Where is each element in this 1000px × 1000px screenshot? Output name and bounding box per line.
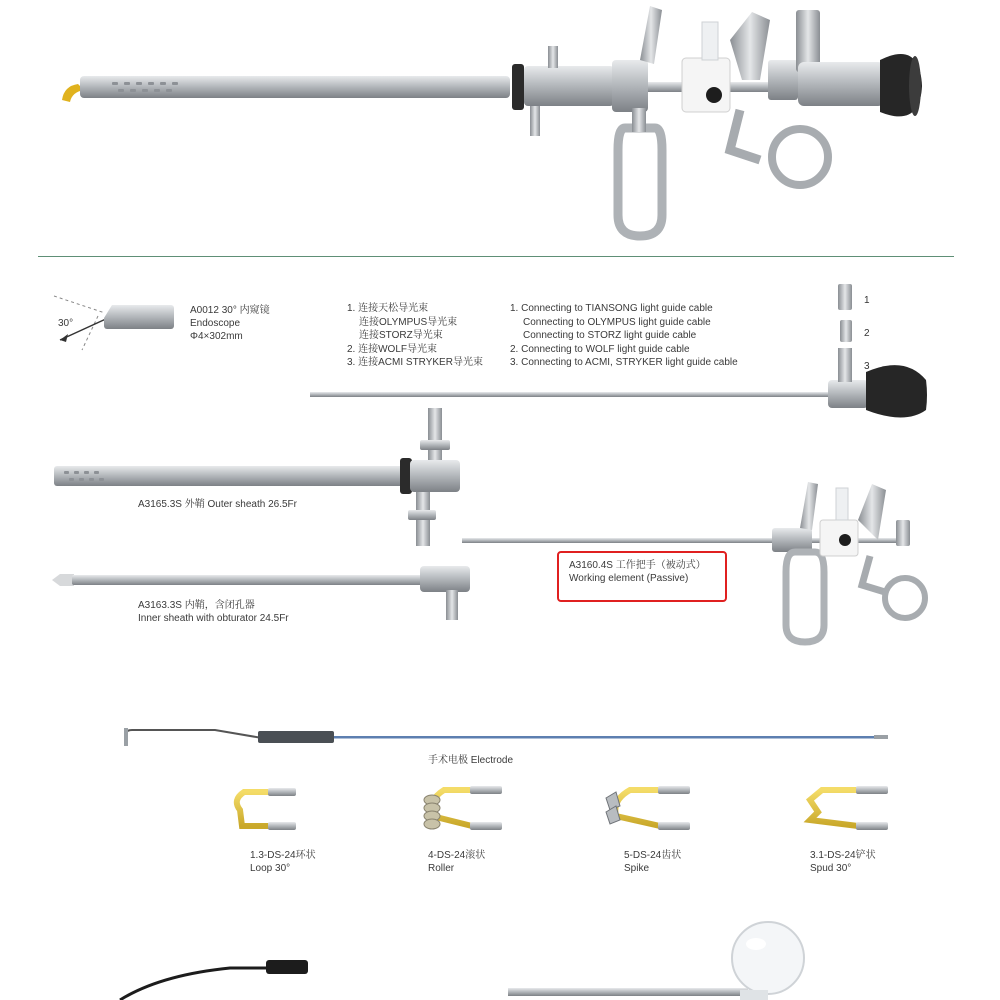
- electrode-label-spike: 5-DS-24齿状 Spike: [624, 850, 682, 874]
- connections-cn: 1. 连接天松导光束 连接OLYMPUS导光束 连接STORZ导光束 2. 连接WOLF导光束 3. 连接ACMI STRYKER导光束: [347, 303, 483, 368]
- electrode-label-spud: 3.1-DS-24铲状 Spud 30°: [810, 850, 876, 874]
- connections-en: 1. Connecting to TIANSONG light guide cable Connecting to OLYMPUS light guide cable Connecting to STORZ light guide cable 2. Connecting to WOLF light guide cable 3. Connecting to ACMI, STRYKER light guide cable: [510, 303, 738, 368]
- adapter-number-1: 1: [864, 295, 870, 306]
- electrode-label-roller: 4-DS-24滚状 Roller: [428, 850, 486, 874]
- electrode-tip-spike: [606, 786, 690, 830]
- electrode-tip-roller: [424, 786, 502, 830]
- electrode-tip-loop: [237, 788, 296, 830]
- section-divider: [38, 256, 954, 257]
- working-element-label: A3160.4S 工作把手（被动式） Working element (Passive): [569, 560, 706, 584]
- angle-label: 30°: [58, 318, 74, 329]
- outer-sheath-label: A3165.3S 外鞘 Outer sheath 26.5Fr: [138, 499, 297, 510]
- electrode-label-loop: 1.3-DS-24环状 Loop 30°: [250, 850, 316, 874]
- evacuator-illustration: [508, 922, 804, 1000]
- inner-sheath-label: A3163.3S 内鞘，含闭孔器 Inner sheath with obturator 24.5Fr: [138, 600, 289, 624]
- adapter-number-2: 2: [864, 328, 870, 339]
- endoscope-label: A0012 30° 内窥镜 Endoscope Φ4×302mm: [190, 305, 270, 342]
- electrode-tip-spud: [810, 786, 888, 830]
- electrode-title: 手术电极 Electrode: [428, 755, 514, 766]
- outer-sheath-illustration: [54, 408, 460, 546]
- assembled-resectoscope: [62, 6, 922, 236]
- adapter-number-3: 3: [864, 361, 870, 372]
- electrode-illustration: [124, 728, 888, 746]
- cable-illustration: [120, 960, 308, 1000]
